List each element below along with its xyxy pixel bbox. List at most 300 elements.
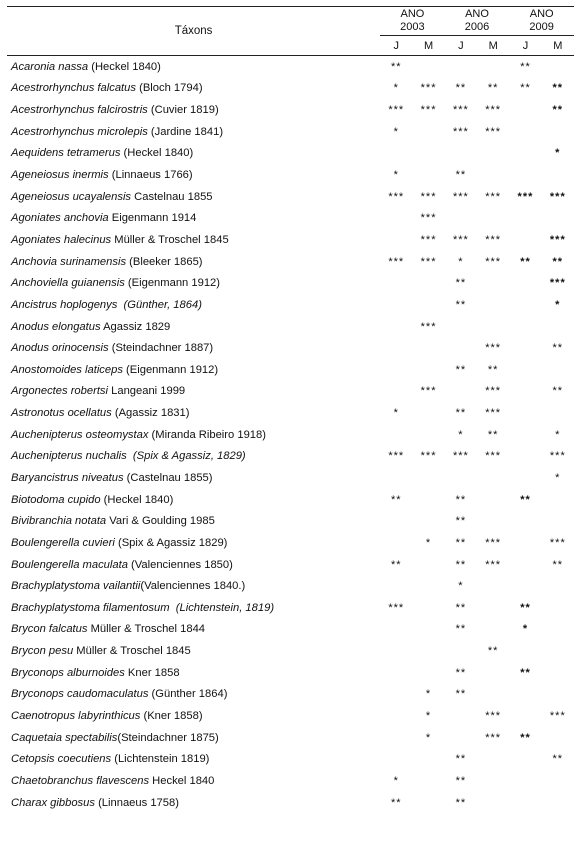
occurrence-cell — [412, 272, 444, 294]
occurrence-cell — [477, 294, 509, 316]
taxa-table — [7, 6, 574, 813]
taxon-cell — [7, 402, 380, 424]
occurrence-cell: * — [425, 731, 432, 744]
taxon-cell — [7, 424, 380, 446]
occurrence-cell — [380, 510, 412, 532]
occurrence-cell — [412, 792, 444, 814]
occurrence-cell: *** — [388, 104, 405, 117]
taxon-name: Anchoviella guianensis — [11, 277, 125, 290]
taxon-name: Auchenipterus osteomystax — [11, 428, 149, 441]
occurrence-cell: *** — [485, 450, 502, 463]
taxon-authority: (Bleeker 1865) — [126, 255, 203, 268]
occurrence-cell: ** — [390, 60, 402, 73]
occurrence-cell — [412, 164, 444, 186]
occurrence-cell: * — [458, 428, 464, 441]
taxon-name: Acaronia nassa — [11, 60, 89, 73]
taxon-authority: (Steindachner 1887) — [108, 342, 214, 355]
occurrence-cell: *** — [420, 104, 437, 117]
taxon-name: Astronotus ocellatus — [11, 407, 112, 420]
occurrence-cell: *** — [485, 104, 502, 117]
table-row — [7, 727, 574, 749]
occurrence-cell: *** — [388, 450, 405, 463]
taxon-name: Caquetaia spectabilis — [11, 731, 118, 744]
taxon-authority: (Kner 1858) — [140, 710, 203, 723]
occurrence-cell — [477, 316, 509, 338]
occurrence-cell — [509, 575, 541, 597]
occurrence-cell: *** — [485, 255, 502, 268]
occurrence-cell: ** — [455, 169, 467, 182]
taxon-cell — [7, 272, 380, 294]
occurrence-cell — [412, 749, 444, 771]
occurrence-cell: *** — [388, 190, 405, 203]
taxon-name: Boulengerella maculata — [11, 558, 128, 571]
occurrence-cell: ** — [455, 774, 467, 787]
occurrence-cell — [412, 337, 444, 359]
taxon-cell — [7, 381, 380, 403]
year-value: 2006 — [464, 21, 490, 33]
occurrence-cell — [509, 294, 541, 316]
table-row — [7, 532, 574, 554]
occurrence-cell — [509, 337, 541, 359]
year-header-2006 — [445, 7, 510, 36]
taxon-authority: (Cuvier 1819) — [147, 104, 219, 117]
taxon-authority: (Jardine 1841) — [147, 125, 224, 138]
occurrence-cell — [477, 207, 509, 229]
taxon-cell — [7, 359, 380, 381]
occurrence-cell: ** — [552, 255, 564, 268]
taxon-cell — [7, 489, 380, 511]
taxon-cell — [7, 186, 380, 208]
taxon-authority: (Linnaeus 1758) — [94, 796, 179, 809]
occurrence-cell: * — [425, 710, 432, 723]
table-row — [7, 792, 574, 814]
table-row — [7, 489, 574, 511]
occurrence-cell: ** — [455, 796, 467, 809]
occurrence-cell: *** — [420, 320, 437, 333]
taxon-authority: (Spix & Agassiz, 1829) — [126, 450, 246, 463]
occurrence-cell — [542, 727, 574, 749]
occurrence-cell: ** — [390, 493, 402, 506]
taxon-authority: (Steindachner 1875) — [117, 731, 219, 744]
occurrence-cell: *** — [452, 125, 469, 138]
occurrence-cell: *** — [485, 731, 502, 744]
taxon-name: Anodus elongatus — [11, 320, 101, 333]
year-label: ANO — [465, 8, 489, 20]
occurrence-cell: *** — [549, 277, 566, 290]
occurrence-cell — [509, 554, 541, 576]
table-row — [7, 99, 574, 121]
taxon-name: Agoniates halecinus — [11, 233, 112, 246]
year-header-2003 — [380, 7, 445, 36]
occurrence-cell: ** — [455, 558, 467, 571]
occurrence-cell — [509, 316, 541, 338]
occurrence-cell — [477, 684, 509, 706]
occurrence-cell — [380, 229, 412, 251]
occurrence-cell — [412, 489, 444, 511]
occurrence-cell — [509, 229, 541, 251]
occurrence-cell — [380, 727, 412, 749]
occurrence-cell — [412, 121, 444, 143]
occurrence-cell — [445, 467, 477, 489]
occurrence-cell — [477, 467, 509, 489]
occurrence-cell — [542, 164, 574, 186]
occurrence-cell: ** — [552, 385, 564, 398]
occurrence-cell — [542, 662, 574, 684]
occurrence-cell — [412, 619, 444, 641]
table-row — [7, 143, 574, 165]
table-row — [7, 662, 574, 684]
table-row — [7, 554, 574, 576]
header-row-years — [7, 7, 574, 36]
table-row — [7, 684, 574, 706]
taxon-authority: (Castelnau 1855) — [123, 471, 213, 484]
month-header: J — [509, 36, 541, 56]
occurrence-cell: * — [458, 580, 464, 593]
month-header: J — [445, 36, 477, 56]
taxon-name: Acestrorhynchus microlepis — [11, 125, 148, 138]
occurrence-cell — [509, 381, 541, 403]
occurrence-cell: *** — [485, 190, 502, 203]
taxon-authority: Müller & Troschel 1845 — [73, 645, 191, 658]
occurrence-cell: ** — [552, 753, 564, 766]
taxon-authority: (Valenciennes 1850) — [127, 558, 233, 571]
occurrence-cell — [509, 402, 541, 424]
taxon-name: Ancistrus hoplogenys — [11, 298, 118, 311]
occurrence-cell: ** — [455, 277, 467, 290]
occurrence-cell — [380, 662, 412, 684]
occurrence-cell — [542, 359, 574, 381]
occurrence-cell: ** — [455, 688, 467, 701]
taxon-cell — [7, 532, 380, 554]
occurrence-cell — [477, 575, 509, 597]
table-row — [7, 294, 574, 316]
occurrence-cell: *** — [485, 710, 502, 723]
occurrence-cell — [380, 381, 412, 403]
taxon-cell — [7, 640, 380, 662]
occurrence-cell — [542, 121, 574, 143]
taxon-name: Boulengerella cuvieri — [11, 536, 115, 549]
taxon-cell — [7, 749, 380, 771]
taxon-cell — [7, 619, 380, 641]
table-row — [7, 164, 574, 186]
occurrence-cell — [542, 792, 574, 814]
occurrence-cell: *** — [549, 536, 566, 549]
occurrence-cell — [445, 316, 477, 338]
occurrence-cell: * — [425, 688, 432, 701]
taxon-authority: (Bloch 1794) — [136, 82, 203, 95]
taxon-name: Bryconops caudomaculatus — [11, 688, 149, 701]
occurrence-cell: ** — [455, 363, 467, 376]
occurrence-cell: *** — [452, 190, 469, 203]
taxon-name: Acestrorhynchus falcirostris — [11, 104, 148, 117]
taxon-name: Baryancistrus niveatus — [11, 471, 124, 484]
taxon-name: Brycon pesu — [11, 645, 74, 658]
table-row — [7, 272, 574, 294]
occurrence-cell: ** — [455, 515, 467, 528]
occurrence-cell: * — [393, 169, 399, 182]
taxon-name: Cetopsis coecutiens — [11, 753, 112, 766]
taxon-authority: Castelnau 1855 — [131, 190, 213, 203]
occurrence-cell: *** — [549, 450, 566, 463]
taxon-cell — [7, 446, 380, 468]
occurrence-cell — [380, 316, 412, 338]
occurrence-cell: *** — [420, 190, 437, 203]
taxon-cell — [7, 121, 380, 143]
taxon-authority: Kner 1858 — [124, 666, 180, 679]
occurrence-cell: *** — [485, 385, 502, 398]
year-label: ANO — [400, 8, 425, 20]
occurrence-cell: *** — [549, 190, 566, 203]
occurrence-cell — [477, 619, 509, 641]
occurrence-cell: * — [555, 147, 561, 160]
occurrence-cell: ** — [520, 255, 531, 268]
taxon-cell — [7, 143, 380, 165]
occurrence-cell — [412, 467, 444, 489]
occurrence-cell — [477, 489, 509, 511]
occurrence-cell: * — [555, 428, 561, 441]
occurrence-cell: ** — [520, 601, 531, 614]
occurrence-cell: ** — [390, 558, 402, 571]
occurrence-cell: *** — [485, 342, 502, 355]
occurrence-cell — [477, 164, 509, 186]
occurrence-cell — [445, 337, 477, 359]
taxon-authority: (Eigenmann 1912) — [122, 363, 219, 376]
year-value: 2003 — [400, 21, 425, 33]
occurrence-cell: *** — [420, 255, 437, 268]
occurrence-cell — [380, 749, 412, 771]
taxon-authority: (Heckel 1840) — [100, 493, 174, 506]
occurrence-cell — [445, 143, 477, 165]
occurrence-cell — [412, 294, 444, 316]
occurrence-cell: *** — [452, 233, 469, 246]
occurrence-cell: ** — [552, 558, 564, 571]
occurrence-cell: *** — [420, 82, 437, 95]
table-row — [7, 597, 574, 619]
taxon-cell — [7, 337, 380, 359]
occurrence-cell: *** — [485, 233, 502, 246]
month-header: M — [477, 36, 509, 56]
table-row — [7, 56, 574, 78]
occurrence-cell: ** — [455, 601, 467, 614]
occurrence-cell — [509, 143, 541, 165]
table-row — [7, 467, 574, 489]
occurrence-cell — [509, 446, 541, 468]
occurrence-cell — [509, 359, 541, 381]
occurrence-cell — [445, 727, 477, 749]
occurrence-cell: *** — [420, 450, 437, 463]
taxon-authority: (Eigenmann 1912) — [124, 277, 220, 290]
occurrence-cell: * — [458, 255, 464, 268]
occurrence-cell: * — [393, 407, 399, 420]
occurrence-cell — [380, 294, 412, 316]
taxon-name: Argonectes robertsi — [11, 385, 109, 398]
taxon-authority: Langeani 1999 — [108, 385, 186, 398]
taxon-name: Acestrorhynchus falcatus — [11, 82, 136, 95]
occurrence-cell: *** — [452, 104, 469, 117]
table-row — [7, 78, 574, 100]
month-header: J — [380, 36, 412, 56]
occurrence-cell — [509, 684, 541, 706]
taxon-authority: Agassiz 1829 — [100, 320, 171, 333]
table-row — [7, 749, 574, 771]
taxon-cell — [7, 597, 380, 619]
taxon-name: Bivibranchia notata — [11, 515, 107, 528]
taxon-cell — [7, 294, 380, 316]
occurrence-cell — [380, 337, 412, 359]
table-row — [7, 251, 574, 273]
taxon-column-header: Táxons — [7, 7, 380, 56]
taxon-authority: (Valenciennes 1840.) — [140, 580, 246, 593]
occurrence-cell — [412, 424, 444, 446]
occurrence-cell — [380, 619, 412, 641]
occurrence-cell — [477, 597, 509, 619]
occurrence-cell: ** — [552, 104, 564, 117]
occurrence-cell — [412, 143, 444, 165]
occurrence-cell: ** — [455, 536, 467, 549]
table-row — [7, 186, 574, 208]
taxon-cell — [7, 251, 380, 273]
occurrence-cell: ** — [520, 731, 531, 744]
table-row — [7, 446, 574, 468]
taxon-authority: Müller & Troschel 1845 — [111, 233, 229, 246]
occurrence-cell — [477, 662, 509, 684]
occurrence-cell — [380, 424, 412, 446]
occurrence-cell — [509, 207, 541, 229]
taxon-cell — [7, 78, 380, 100]
occurrence-cell: * — [393, 125, 399, 138]
occurrence-cell: ** — [455, 753, 467, 766]
taxon-name: Anodus orinocensis — [11, 342, 109, 355]
occurrence-cell: * — [555, 471, 561, 484]
taxon-cell — [7, 316, 380, 338]
occurrence-cell — [412, 640, 444, 662]
year-value: 2009 — [529, 21, 554, 33]
occurrence-cell — [380, 359, 412, 381]
occurrence-cell — [542, 684, 574, 706]
occurrence-cell: ** — [455, 82, 467, 95]
occurrence-cell — [477, 56, 509, 78]
occurrence-cell: *** — [388, 601, 405, 614]
taxon-name: Chaetobranchus flavescens — [11, 774, 150, 787]
occurrence-cell — [509, 467, 541, 489]
taxon-authority: Vari & Goulding 1985 — [106, 515, 215, 528]
year-label: ANO — [529, 8, 554, 20]
occurrence-cell — [542, 619, 574, 641]
occurrence-cell — [412, 770, 444, 792]
table-row — [7, 337, 574, 359]
occurrence-cell — [477, 749, 509, 771]
taxon-cell — [7, 510, 380, 532]
table-row — [7, 619, 574, 641]
table-row — [7, 705, 574, 727]
occurrence-cell: *** — [420, 212, 437, 225]
occurrence-cell — [542, 316, 574, 338]
occurrence-cell — [412, 575, 444, 597]
occurrence-cell — [542, 402, 574, 424]
taxon-name: Charax gibbosus — [11, 796, 95, 809]
taxon-cell — [7, 727, 380, 749]
occurrence-cell — [542, 207, 574, 229]
taxon-authority: Eigenmann 1914 — [108, 212, 197, 225]
taxon-name: Agoniates anchovia — [11, 212, 109, 225]
occurrence-cell — [412, 359, 444, 381]
taxon-cell — [7, 792, 380, 814]
occurrence-cell — [477, 510, 509, 532]
taxon-name: Bryconops alburnoides — [11, 666, 125, 679]
occurrence-cell — [542, 510, 574, 532]
taxon-name: Brachyplatystoma filamentosum — [11, 601, 170, 614]
occurrence-cell — [509, 424, 541, 446]
taxon-authority: (Heckel 1840) — [120, 147, 194, 160]
month-header: M — [542, 36, 574, 56]
occurrence-cell: * — [555, 298, 561, 311]
table-row — [7, 381, 574, 403]
occurrence-cell: *** — [485, 125, 502, 138]
occurrence-cell: *** — [420, 233, 437, 246]
occurrence-cell: * — [393, 82, 399, 95]
occurrence-cell — [380, 272, 412, 294]
occurrence-cell: ** — [487, 428, 499, 441]
occurrence-cell: ** — [455, 623, 467, 636]
taxon-name: Brachyplatystoma vailantii — [11, 580, 141, 593]
taxon-name: Anchovia surinamensis — [11, 255, 127, 268]
occurrence-cell — [509, 272, 541, 294]
table-row — [7, 640, 574, 662]
occurrence-cell: ** — [487, 82, 499, 95]
occurrence-cell — [477, 272, 509, 294]
taxon-cell — [7, 554, 380, 576]
occurrence-cell — [509, 121, 541, 143]
occurrence-cell: *** — [549, 233, 566, 246]
taxon-authority: (Heckel 1840) — [88, 60, 161, 73]
occurrence-cell — [445, 640, 477, 662]
table-row — [7, 575, 574, 597]
occurrence-cell: ** — [455, 493, 467, 506]
occurrence-cell: ** — [455, 298, 467, 311]
taxon-name: Anostomoides laticeps — [11, 363, 123, 376]
occurrence-cell — [509, 705, 541, 727]
occurrence-cell: *** — [485, 558, 502, 571]
taxon-authority: Müller & Troschel 1844 — [87, 623, 206, 636]
table-body — [7, 56, 574, 814]
taxon-authority: (Linnaeus 1766) — [108, 169, 193, 182]
taxon-cell — [7, 164, 380, 186]
occurrence-cell — [412, 402, 444, 424]
taxon-authority: (Lichtenstein 1819) — [111, 753, 210, 766]
occurrence-cell — [509, 164, 541, 186]
taxon-cell — [7, 229, 380, 251]
taxon-authority: (Günther 1864) — [148, 688, 228, 701]
occurrence-cell — [542, 489, 574, 511]
taxon-authority: (Günther, 1864) — [117, 298, 202, 311]
occurrence-cell — [412, 662, 444, 684]
table-row — [7, 359, 574, 381]
table-row — [7, 207, 574, 229]
occurrence-cell — [477, 143, 509, 165]
taxon-authority: (Miranda Ribeiro 1918) — [148, 428, 266, 441]
occurrence-cell — [509, 532, 541, 554]
occurrence-cell: ** — [487, 645, 499, 658]
occurrence-cell — [542, 770, 574, 792]
occurrence-cell — [380, 684, 412, 706]
year-header-2009 — [509, 7, 574, 36]
occurrence-cell: ** — [520, 493, 531, 506]
occurrence-cell: *** — [549, 710, 566, 723]
occurrence-cell: *** — [485, 407, 502, 420]
occurrence-cell: *** — [420, 385, 437, 398]
table-row — [7, 402, 574, 424]
occurrence-cell: ** — [455, 666, 467, 679]
